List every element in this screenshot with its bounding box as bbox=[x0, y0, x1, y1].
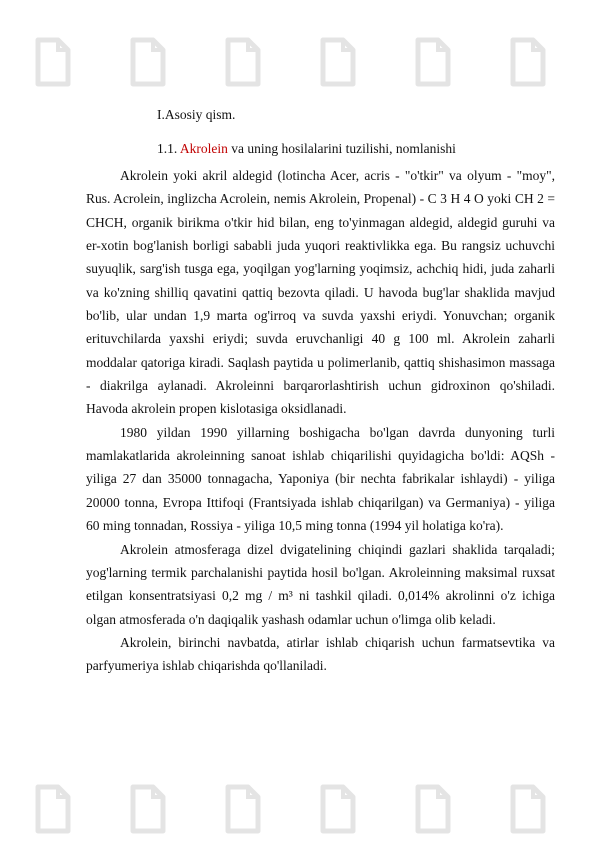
section-heading: I.Asosiy qism. bbox=[157, 107, 236, 122]
paragraph-production: 1980 yildan 1990 yillarning boshigacha bo'lgan davrda dunyoning turli mamlakatlarida akroleinning sanoat ishlab chiqarilishi quyidagicha bo'ldi: AQSh - yiliga 27 dan 35000 tonnagacha, Yaponiya (bir nechta fabrikalar ishlaydi) - yiliga 20000 tonna, Evropa Ittifoqi (Frantsiyada ishlab chiqarilgan) va Germaniya) - yiliga 60 ming tonnadan, Rossiya - yiliga 10,5 ming tonna (1994 yil holatiga ko'ra). bbox=[86, 424, 555, 534]
watermark-row-2 bbox=[38, 787, 543, 831]
watermark-row-1 bbox=[38, 40, 543, 84]
subsection-number: 1.1. bbox=[157, 141, 178, 156]
paragraph-definition: Akrolein yoki akril aldegid (lotincha Acer, acris - "o'tkir" va olyum - "moy", Rus. Acrolein, inglizcha Acrolein, nemis Akrolein, Propenal) - C 3 H 4 O yoki CH 2 = CHCH, organik birikma o'tkir hid bilan, eng to'yinmagan aldegid, aldegid guruhi va er-xotin bog'lanish borligi sababli juda yuqori reaktivlikka ega. Bu rangsiz uchuvchi suyuqlik, sarg'ish tusga ega, yoqilgan yog'larning yoqimsiz, achchiq hidi, juda zaharli va ko'zning shilliq qavatini qattiq bezovta qiladi. U havoda bug'lar shaklida mavjud bo'lib, ular undan 1,9 marta og'irroq va suvda yaxshi eriydi. Yonuvchan; organik erituvchilarda yaxshi eriydi; suvda eruvchanligi 40 g 100 ml. Akrolein zaharli moddalar qatoriga kiradi. Saqlash paytida u polimerlanib, qattiq shishasimon massaga - diakrilga aylanadi. Akroleinni barqarorlashtirish uchun gidroxinon qo'shiladi. Havoda akrolein propen kislotasiga oksidlanadi. bbox=[86, 168, 555, 417]
paragraph-atmosphere: Akrolein atmosferaga dizel dvigatelining chiqindi gazlari shaklida tarqaladi; yog'larning termik parchalanishi paytida hosil bo'lgan. Akroleinning maksimal ruxsat etilgan konsentratsiyasi 0,2 mg / m³ ni tashkil qiladi. 0,014% akrolinni o'z ichiga olgan atmosferada o'n daqiqalik yashash odamlar uchun o'limga olib keladi. bbox=[86, 541, 555, 627]
body-text bbox=[86, 164, 555, 678]
subsection-term: Akrolein bbox=[179, 141, 228, 156]
paragraph-usage: Akrolein, birinchi navbatda, atirlar ishlab chiqarish uchun farmatsevtika va parfyumeriya ishlab chiqarishda qo'llaniladi. bbox=[86, 634, 555, 674]
subsection-heading bbox=[157, 140, 456, 158]
subsection-rest: va uning hosilalarini tuzilishi, nomlanishi bbox=[231, 141, 456, 156]
